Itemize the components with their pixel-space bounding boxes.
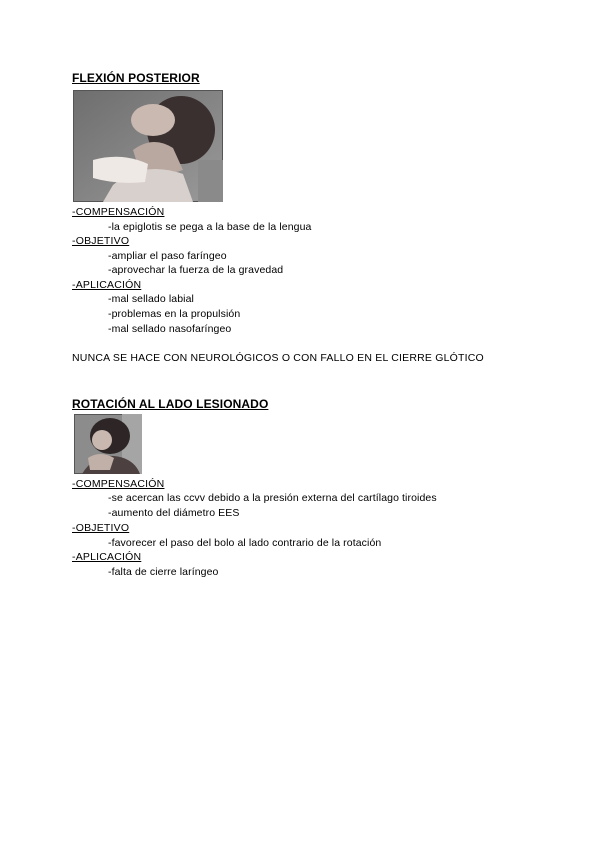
compensacion-label: -COMPENSACIÓN [72, 206, 165, 218]
warning-note: NUNCA SE HACE CON NEUROLÓGICOS O CON FALLO EN EL CIERRE GLÓTICO [72, 352, 484, 364]
list-item: -mal sellado nasofaríngeo [108, 323, 232, 335]
section-title-rotacion: ROTACIÓN AL LADO LESIONADO [72, 397, 269, 411]
list-item: -favorecer el paso del bolo al lado contrario de la rotación [108, 537, 382, 549]
photo-rotacion [74, 414, 142, 474]
list-item: -la epiglotis se pega a la base de la lengua [108, 221, 312, 233]
section-title-flexion-posterior: FLEXIÓN POSTERIOR [72, 71, 200, 85]
list-item: -mal sellado labial [108, 293, 194, 305]
list-item: -aumento del diámetro EES [108, 507, 240, 519]
list-item: -aprovechar la fuerza de la gravedad [108, 264, 284, 276]
compensacion-label: -COMPENSACIÓN [72, 478, 165, 490]
objetivo-label: -OBJETIVO [72, 235, 130, 247]
photo-flexion-posterior [73, 90, 223, 202]
list-item: -se acercan las ccvv debido a la presión externa del cartílago tiroides [108, 492, 437, 504]
aplicacion-label: -APLICACIÓN [72, 551, 142, 563]
objetivo-label: -OBJETIVO [72, 522, 130, 534]
list-item: -falta de cierre laríngeo [108, 566, 219, 578]
aplicacion-label: -APLICACIÓN [72, 279, 142, 291]
list-item: -problemas en la propulsión [108, 308, 241, 320]
list-item: -ampliar el paso faríngeo [108, 250, 227, 262]
